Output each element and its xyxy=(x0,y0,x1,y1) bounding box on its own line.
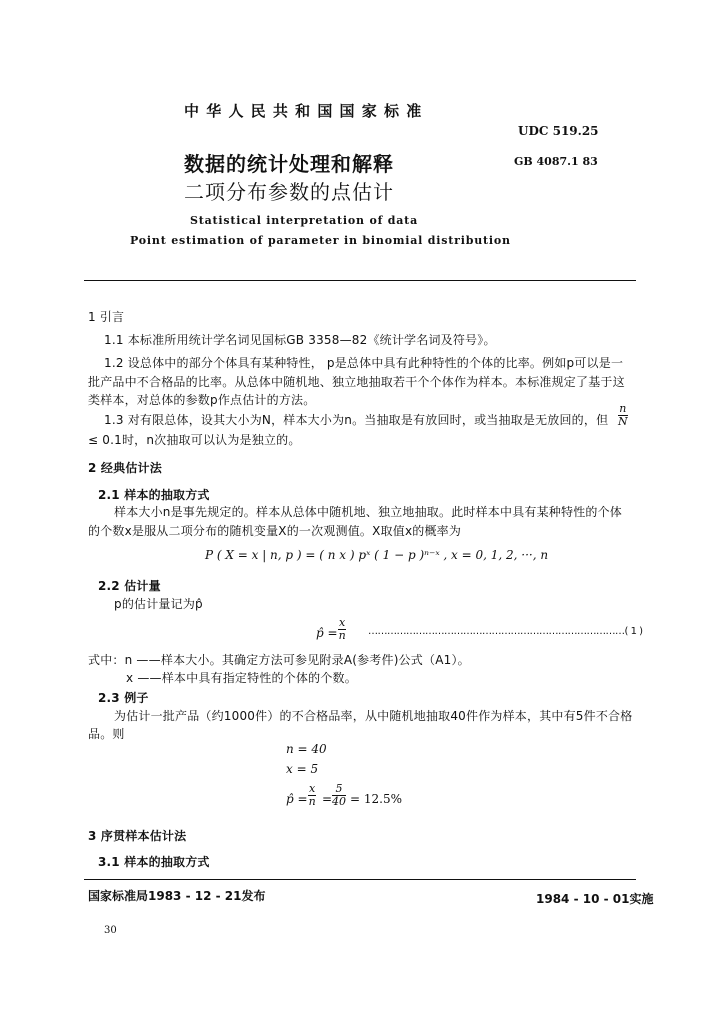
example-num-1: x xyxy=(309,782,316,795)
example-x: x = 5 xyxy=(286,762,319,776)
section-3-heading: 3 序贯样本估计法 xyxy=(88,829,187,843)
section-2-1-heading: 2.1 样本的抽取方式 xyxy=(98,488,210,502)
n-over-N-fraction xyxy=(618,403,628,428)
section-2-2-heading: 2.2 估计量 xyxy=(98,579,161,593)
title-cn-line1: 数据的统计处理和解释 xyxy=(184,152,394,176)
example-num-2: 5 xyxy=(332,783,346,796)
para-1-2-line2: 批产品中不合格品的比率。从总体中随机地、独立地抽取若干个个体作为样本。本标准规定了基于这 xyxy=(88,375,625,389)
section-2-heading: 2 经典估计法 xyxy=(88,461,162,475)
title-en-line1: Statistical interpretation of data xyxy=(190,214,418,227)
gb-code: GB 4087.1 83 xyxy=(514,155,598,168)
page-number: 30 xyxy=(104,925,117,936)
footer-divider xyxy=(84,879,636,880)
para-1-2-line1: 1.2 设总体中的部分个体具有某种特性， p是总体中具有此种特性的个体的比率。例如p可以是一 xyxy=(104,356,624,370)
effective-date: 1984 - 10 - 01实施 xyxy=(536,892,654,906)
para-2-3-line2: 品。则 xyxy=(88,727,125,741)
example-n: n = 40 xyxy=(286,742,327,756)
example-result: = 12.5% xyxy=(350,792,402,806)
example-fraction-1 xyxy=(308,783,316,808)
binomial-probability-formula: P ( X = x | n, p ) = ( n x ) pˣ ( 1 − p )ⁿ⁻ˣ , x = 0, 1, 2, ···, n xyxy=(205,548,549,562)
para-1-3-line1: 1.3 对有限总体，设其大小为N，样本大小为n。当抽取是有放回时，或当抽取是无放回的，但 xyxy=(104,413,609,427)
udc-code: UDC 519.25 xyxy=(518,124,599,138)
example-den-1: n xyxy=(308,795,316,808)
section-2-3-heading: 2.3 例子 xyxy=(98,691,149,705)
para-1-2-line3: 类样本，对总体的参数p作点估计的方法。 xyxy=(88,393,316,407)
fraction-denominator: N xyxy=(618,415,628,428)
estimator-fraction xyxy=(338,617,346,642)
where-line2: x ——样本中具有指定特性的个体的个数。 xyxy=(126,671,357,685)
example-fraction-2 xyxy=(332,783,346,808)
section-1-heading: 1 引言 xyxy=(88,310,125,324)
example-den-2: 40 xyxy=(332,795,346,808)
estimator-lhs: p̂ = xyxy=(316,626,338,640)
estimator-numerator: x xyxy=(339,616,346,629)
title-en-line2: Point estimation of parameter in binomial distribution xyxy=(130,234,511,247)
issued-date: 国家标准局1983 - 12 - 21发布 xyxy=(88,889,266,903)
example-lhs: p̂ = xyxy=(286,792,308,806)
para-2-2-line1: p的估计量记为p̂ xyxy=(114,597,203,611)
header-divider xyxy=(84,280,636,281)
estimator-denominator: n xyxy=(338,629,346,642)
org-title: 中 华 人 民 共 和 国 国 家 标 准 xyxy=(184,102,423,120)
para-1-3-line2: ≤ 0.1时，n次抽取可以认为是独立的。 xyxy=(88,433,301,447)
example-equals: = xyxy=(322,792,333,806)
where-line1: 式中：n ——样本大小。其确定方法可参见附录A(参考件)公式（A1）。 xyxy=(88,653,470,667)
title-cn-line2: 二项分布参数的点估计 xyxy=(184,180,394,204)
para-2-3-line1: 为估计一批产品（约1000件）的不合格品率，从中随机地抽取40件作为样本，其中有5件不合格 xyxy=(114,709,633,723)
para-2-1-line2: 的个数x是服从二项分布的随机变量X的一次观测值。X取值x的概率为 xyxy=(88,524,462,538)
fraction-numerator: n xyxy=(619,402,627,415)
section-3-1-heading: 3.1 样本的抽取方式 xyxy=(98,855,210,869)
para-1-1: 1.1 本标准所用统计学名词见国标GB 3358—82《统计学名词及符号》。 xyxy=(104,333,496,347)
equation-number-1: ………………………………………………………………………( 1 ) xyxy=(368,626,643,637)
para-2-1-line1: 样本大小n是事先规定的。样本从总体中随机地、独立地抽取。此时样本中具有某种特性的个体 xyxy=(114,505,623,519)
